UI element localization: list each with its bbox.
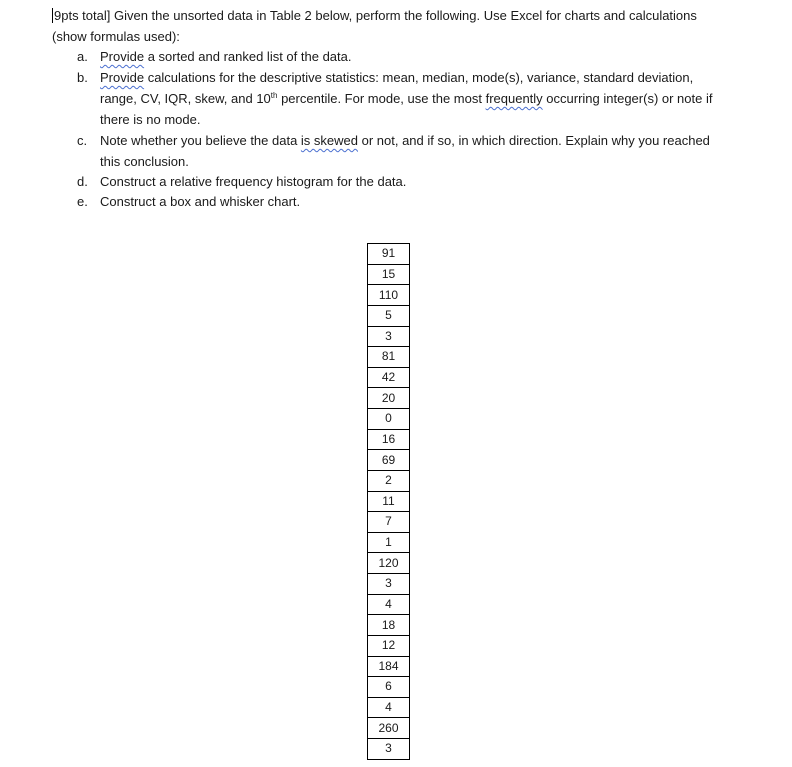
table-cell[interactable]: 6 [368,677,410,698]
table-row [368,553,410,574]
table-cell[interactable]: 7 [368,512,410,533]
intro-line-2: (show formulas used): [52,29,180,44]
item-c-line-1: Note whether you believe the data is skewed or not, and if so, in which direction. Explain why you reached [100,133,710,148]
spell-check-word[interactable]: Provide [100,70,145,85]
table-cell[interactable]: 260 [368,718,410,739]
table-row [368,347,410,368]
spell-check-word[interactable]: frequently [485,91,543,106]
item-a-marker: a. [77,49,88,64]
item-b-line-1: Provide calculations for the descriptive statistics: mean, median, mode(s), variance, standard deviation, [100,70,694,85]
table-cell[interactable]: 42 [368,367,410,388]
table-row [368,574,410,595]
table-row [368,470,410,491]
table-cell[interactable]: 3 [368,574,410,595]
table-cell[interactable]: 18 [368,615,410,636]
table-row [368,656,410,677]
table-cell[interactable]: 1 [368,532,410,553]
item-a-text: Provide a sorted and ranked list of the data. [100,49,352,64]
table-row [368,429,410,450]
table-row [368,285,410,306]
item-d-marker: d. [77,174,88,189]
item-d-text: Construct a relative frequency histogram for the data. [100,174,407,189]
table-cell[interactable]: 4 [368,594,410,615]
table-row [368,532,410,553]
item-c-line-2: this conclusion. [100,154,189,169]
table-row [368,367,410,388]
table-cell[interactable]: 16 [368,429,410,450]
table-row [368,491,410,512]
item-e-text: Construct a box and whisker chart. [100,194,301,209]
spell-check-word[interactable]: Provide [100,49,145,64]
table-cell[interactable]: 0 [368,409,410,430]
table-cell[interactable]: 11 [368,491,410,512]
table-row [368,326,410,347]
table-cell[interactable]: 69 [368,450,410,471]
table-cell[interactable]: 5 [368,305,410,326]
intro-text: 9pts total] Given the unsorted data in Table 2 below, perform the following. Use Excel for charts and calculations [54,8,697,23]
table-cell[interactable]: 120 [368,553,410,574]
table-cell[interactable]: 184 [368,656,410,677]
table-row [368,264,410,285]
table-cell[interactable]: 91 [368,244,410,265]
table-row [368,615,410,636]
table-cell[interactable]: 15 [368,264,410,285]
table-row [368,635,410,656]
table-row [368,244,410,265]
item-b-line-2: range, CV, IQR, skew, and 10th percentile. For mode, use the most frequently occurring integer(s) or note if [100,91,713,106]
data-table-2 [367,243,410,760]
item-e-marker: e. [77,194,88,209]
table-cell[interactable]: 4 [368,697,410,718]
table-row [368,718,410,739]
table-row [368,739,410,760]
table-row [368,450,410,471]
intro-line-1 [52,7,697,25]
table-row [368,388,410,409]
item-b-line-3: there is no mode. [100,112,201,127]
table-cell[interactable]: 3 [368,326,410,347]
spell-check-word[interactable]: is skewed [300,133,358,148]
text-cursor [52,8,53,23]
table-row [368,594,410,615]
table-cell[interactable]: 110 [368,285,410,306]
table-row [368,305,410,326]
table-row [368,512,410,533]
item-c-marker: c. [77,133,88,148]
table-row [368,697,410,718]
table-cell[interactable]: 81 [368,347,410,368]
table-row [368,677,410,698]
table-cell[interactable]: 3 [368,739,410,760]
table-cell[interactable]: 12 [368,635,410,656]
table-cell[interactable]: 2 [368,470,410,491]
table-cell[interactable]: 20 [368,388,410,409]
table-row [368,409,410,430]
item-b-marker: b. [77,70,88,85]
